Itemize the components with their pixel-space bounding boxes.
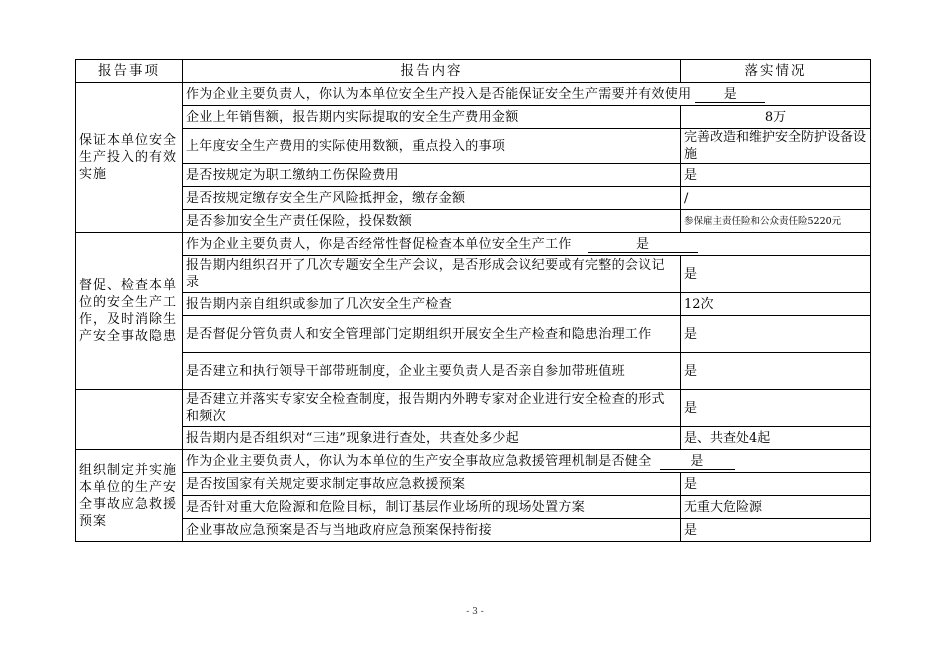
table-row: [76, 427, 871, 450]
result-cell: 8万: [681, 106, 871, 129]
header-status: 落实情况: [681, 60, 871, 83]
result-cell: 是: [681, 390, 871, 427]
result-cell: 无重大危险源: [681, 496, 871, 519]
content-text: 作为企业主要负责人，你是否经常性督促检查本单位安全生产工作: [186, 236, 572, 252]
content-cell: 企业事故应急预案是否与当地政府应急预案保持衔接: [183, 519, 681, 542]
result-cell: 是: [681, 353, 871, 390]
content-cell: [183, 450, 871, 473]
content-cell: 是否按国家有关规定要求制定事故应急救援预案: [183, 473, 681, 496]
table-row: [76, 496, 871, 519]
table-row: [76, 390, 871, 427]
category-cell: 保证本单位安全生产投入的有效实施: [76, 83, 183, 233]
content-cell: 是否参加安全生产责任保险，投保数额: [183, 210, 681, 233]
table-row: [76, 210, 871, 233]
table-row: [76, 450, 871, 473]
content-cell: 是否建立和执行领导干部带班制度，企业主要负责人是否亲自参加带班值班: [183, 353, 681, 390]
content-cell: 企业上年销售额，报告期内实际提取的安全生产费用金额: [183, 106, 681, 129]
result-cell: 是、共查处4起: [681, 427, 871, 450]
result-cell: 完善改造和维护安全防护设备设施: [681, 129, 871, 164]
result-cell: 是: [681, 256, 871, 293]
table-row: [76, 519, 871, 542]
header-item: 报告事项: [76, 60, 183, 83]
table-row: [76, 233, 871, 256]
table-row: [76, 187, 871, 210]
result-cell: /: [681, 187, 871, 210]
result-cell: 是: [681, 473, 871, 496]
table-row: [76, 293, 871, 316]
result-cell: 是: [681, 519, 871, 542]
result-cell: 是: [681, 316, 871, 353]
content-text: 作为企业主要负责人，你认为本单位的生产安全事故应急救援管理机制是否健全: [186, 453, 652, 469]
content-cell: [183, 83, 871, 106]
content-cell: 报告期内是否组织对“三违”现象进行查处，共查处多少起: [183, 427, 681, 450]
category-cell: 督促、检查本单位的安全生产工作，及时消除生产安全事故隐患: [76, 233, 183, 390]
result-cell: 是: [681, 164, 871, 187]
page-number: - 3 -: [466, 607, 484, 617]
content-cell: 上年度安全生产费用的实际使用数额，重点投入的事项: [183, 129, 681, 164]
content-cell: 是否按规定为职工缴纳工伤保险费用: [183, 164, 681, 187]
result-cell: 参保雇主责任险和公众责任险5220元: [681, 210, 871, 233]
table-header-row: [76, 60, 871, 83]
table-row: [76, 129, 871, 164]
table-row: [76, 256, 871, 293]
table-row: [76, 106, 871, 129]
content-cell: [183, 233, 871, 256]
report-table: [75, 59, 871, 542]
answer-underline: 是: [660, 454, 735, 470]
table-row: [76, 316, 871, 353]
content-cell: 是否针对重大危险源和危险目标，制订基层作业场所的现场处置方案: [183, 496, 681, 519]
table-row: [76, 353, 871, 390]
content-cell: 是否督促分管负责人和安全管理部门定期组织开展安全生产检查和隐患治理工作: [183, 316, 681, 353]
answer-underline: 是: [588, 237, 698, 253]
content-cell: 报告期内组织召开了几次专题安全生产会议，是否形成会议纪要或有完整的会议记录: [183, 256, 681, 293]
content-cell: 是否按规定缴存安全生产风险抵押金，缴存金额: [183, 187, 681, 210]
table-row: [76, 473, 871, 496]
content-cell: 是否建立并落实专家安全检查制度，报告期内外聘专家对企业进行安全检查的形式和频次: [183, 390, 681, 427]
category-cell: 组织制定并实施本单位的生产安全事故应急救援预案: [76, 450, 183, 542]
table-row: [76, 83, 871, 106]
result-cell: 12次: [681, 293, 871, 316]
category-cell: [76, 390, 183, 450]
content-text: 作为企业主要负责人，你认为本单位安全生产投入是否能保证安全生产需要并有效使用: [186, 86, 692, 102]
header-content: 报告内容: [183, 60, 681, 83]
table-row: [76, 164, 871, 187]
content-cell: 报告期内亲自组织或参加了几次安全生产检查: [183, 293, 681, 316]
answer-underline: 是: [695, 87, 765, 103]
